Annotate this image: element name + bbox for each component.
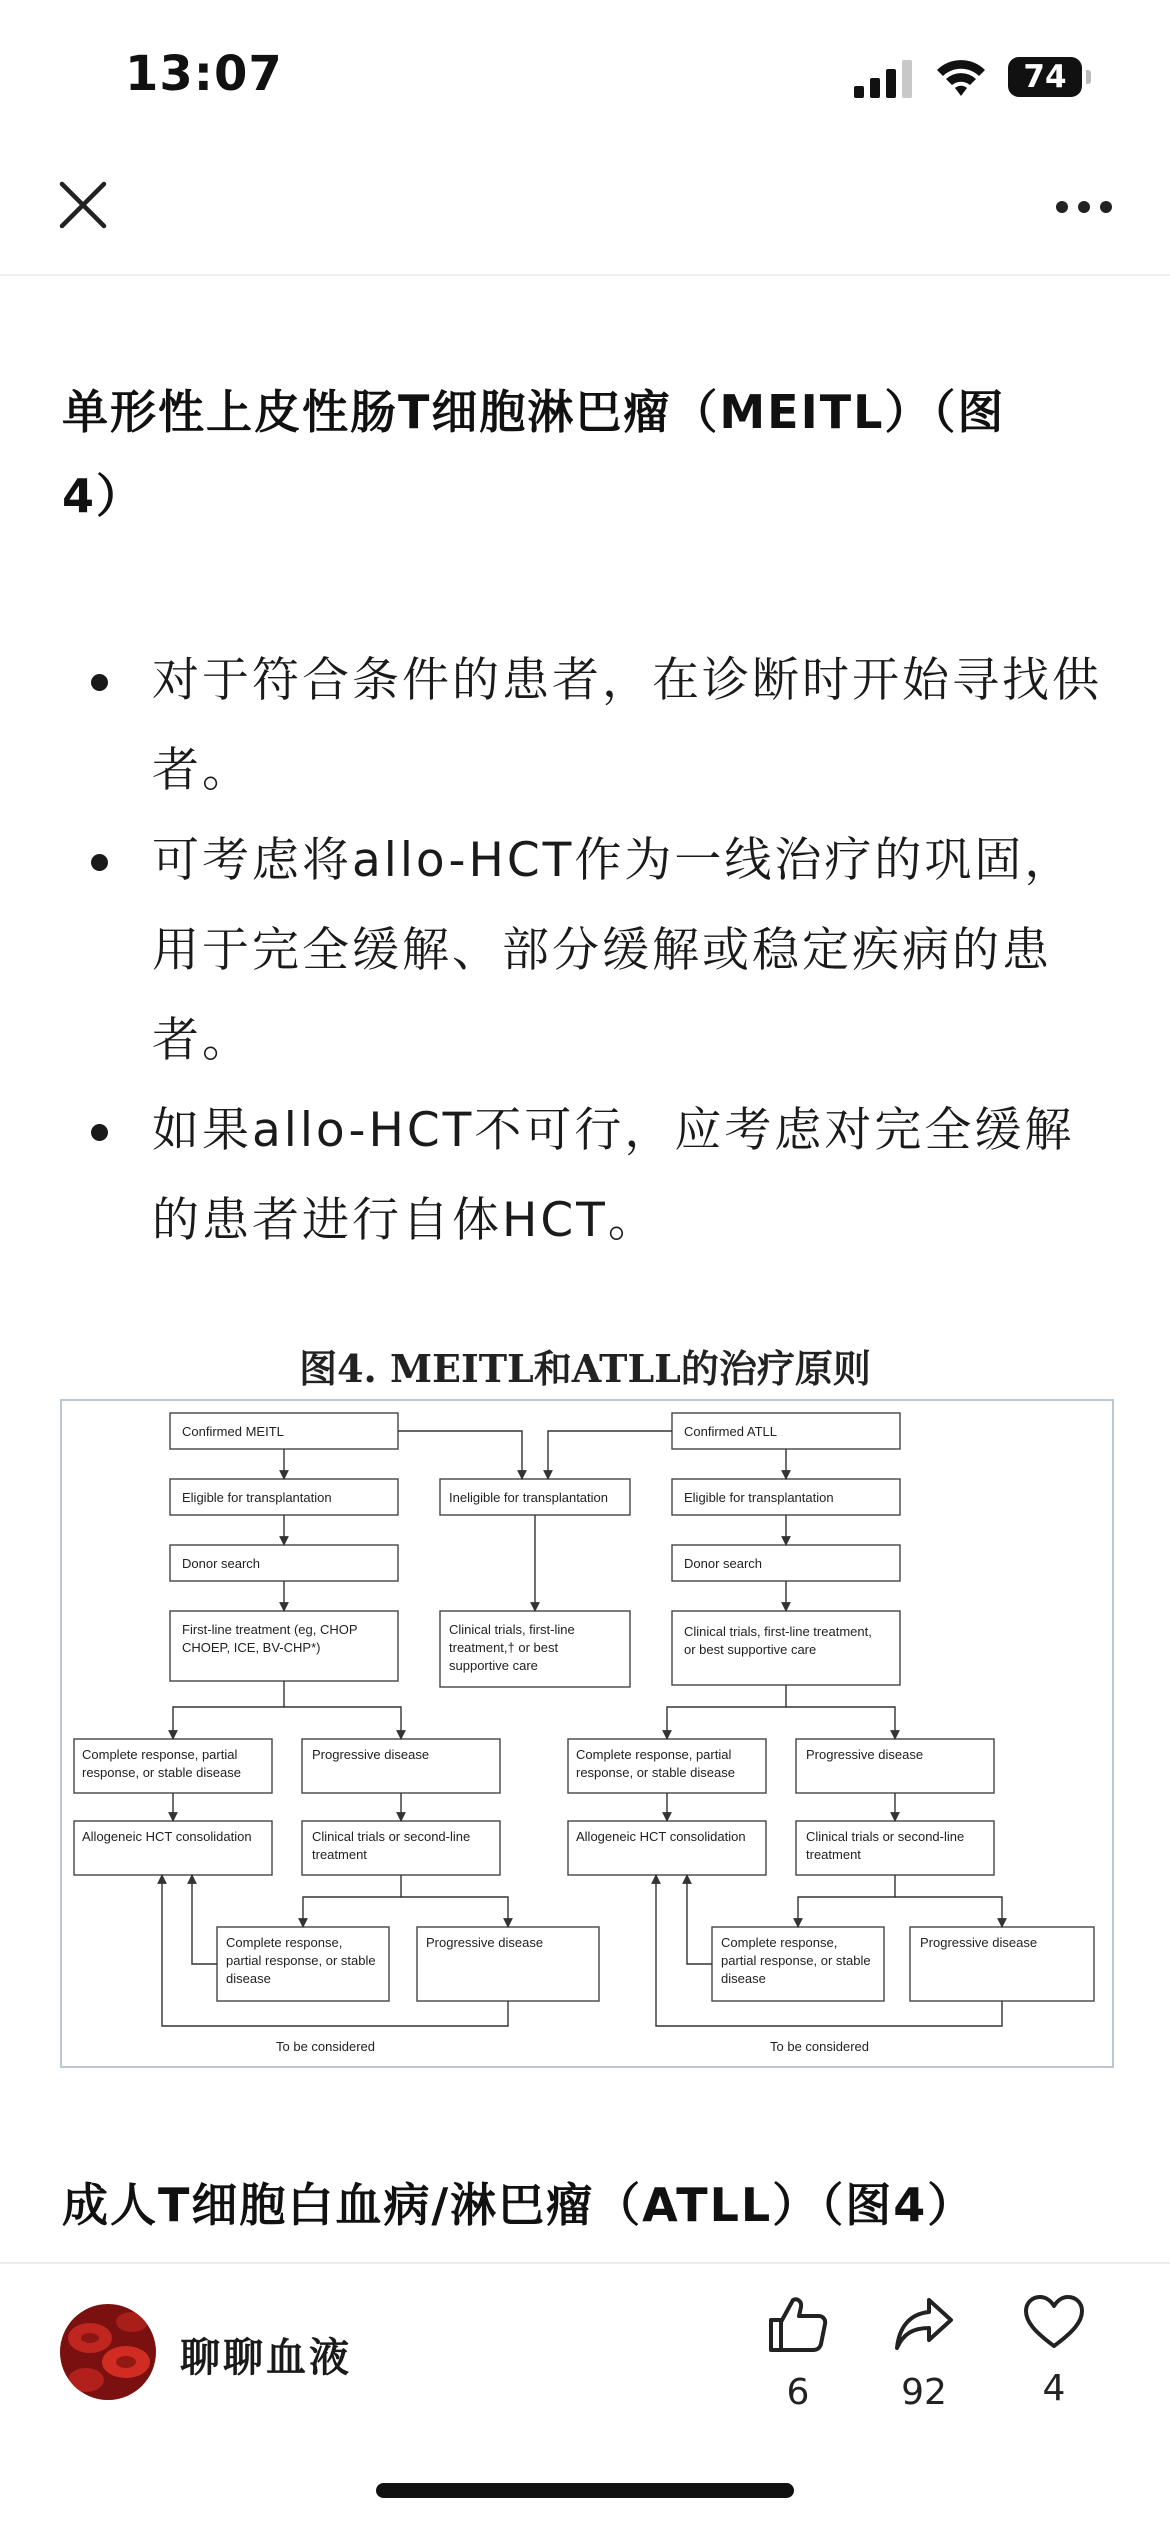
like-button[interactable]: [738, 2294, 858, 2424]
label-to-be-considered-meitl: To be considered: [276, 2039, 376, 2054]
home-indicator[interactable]: [376, 2483, 794, 2498]
share-icon: [893, 2294, 955, 2354]
battery-indicator: [1008, 57, 1090, 97]
list-item: [0, 1086, 1107, 1266]
label-secondline-atll-2: treatment: [806, 1847, 861, 1862]
label-to-be-considered-atll: To be considered: [770, 2039, 870, 2054]
label-secondline-meitl-2: treatment: [312, 1847, 367, 1862]
label-progressive-atll: Progressive disease: [806, 1747, 924, 1762]
more-icon[interactable]: [1055, 200, 1113, 214]
heart-icon: [1023, 2294, 1085, 2350]
flowchart-svg: [62, 1401, 1112, 2066]
label-complete-response-2-atll-1: Complete response,: [721, 1935, 838, 1950]
author-name[interactable]: 聊聊血液: [180, 2335, 352, 2381]
list-item: [0, 636, 1107, 816]
label-complete-response-atll-1: Complete response, partial: [576, 1747, 732, 1762]
thumbs-up-icon: [767, 2294, 829, 2354]
label-donor-atll: Donor search: [684, 1556, 763, 1571]
nav-bar: [0, 150, 1170, 276]
bullet-dot: [91, 854, 108, 871]
list-item-text: 如果allo-HCT不可行，应考虑对完全缓解的患者进行自体HCT。: [152, 1103, 1075, 1248]
treatment-flowchart: [60, 1399, 1114, 2068]
recommendation-list: [0, 636, 1170, 1266]
label-complete-response-2-atll-2: partial response, or stable: [721, 1953, 871, 1968]
status-bar: [0, 0, 1170, 150]
label-confirmed-meitl: Confirmed MEITL: [182, 1424, 284, 1439]
label-trials-ineligible-3: supportive care: [449, 1658, 538, 1673]
label-donor-meitl: Donor search: [182, 1556, 261, 1571]
label-trials-atll-2: or best supportive care: [684, 1642, 817, 1657]
label-progressive-2-meitl: Progressive disease: [426, 1935, 544, 1950]
label-trials-ineligible-2: treatment,† or best: [449, 1640, 559, 1655]
section-heading-atll: 成人T细胞白血病/淋巴瘤（ATLL）（图4）: [62, 2178, 976, 2232]
label-complete-response-meitl-2: response, or stable disease: [82, 1765, 241, 1780]
list-item-text: 对于符合条件的患者，在诊断时开始寻找供者。: [152, 653, 1102, 798]
label-firstline-meitl-1: First-line treatment (eg, CHOP: [182, 1622, 358, 1637]
label-complete-response-2-meitl-1: Complete response,: [226, 1935, 343, 1950]
figure-title: 图4. MEITL和ATLL的治疗原则: [299, 1346, 871, 1391]
label-allogeneic-meitl: Allogeneic HCT consolidation: [82, 1829, 252, 1844]
bullet-dot: [91, 674, 108, 691]
signal-icon: [854, 60, 916, 98]
label-complete-response-atll-2: response, or stable disease: [576, 1765, 735, 1780]
share-count: 92: [901, 2372, 947, 2413]
label-complete-response-2-meitl-2: partial response, or stable: [226, 1953, 376, 1968]
favorite-button[interactable]: [994, 2294, 1114, 2424]
list-item: [0, 816, 1107, 1086]
label-complete-response-2-meitl-3: disease: [226, 1971, 271, 1986]
label-eligible-meitl: Eligible for transplantation: [182, 1490, 332, 1505]
wifi-icon: [935, 56, 987, 98]
avatar-image: [60, 2304, 156, 2400]
heading-line-1: 单形性上皮性肠T细胞淋巴瘤（MEITL）（图: [62, 385, 1006, 439]
label-complete-response-meitl-1: Complete response, partial: [82, 1747, 238, 1762]
favorite-count: 4: [1042, 2368, 1066, 2409]
battery-level: 74: [1023, 59, 1067, 95]
list-item-text: 可考虑将allo-HCT作为一线治疗的巩固，用于完全缓解、部分缓解或稳定疾病的患者。: [152, 833, 1075, 1068]
label-eligible-atll: Eligible for transplantation: [684, 1490, 834, 1505]
battery-cap: [1086, 70, 1091, 84]
heading-line-2: 4）: [62, 469, 145, 523]
bottom-toolbar: [0, 2262, 1170, 2532]
like-count: 6: [786, 2372, 810, 2413]
section-heading-meitl: [62, 370, 1112, 538]
share-button[interactable]: [864, 2294, 984, 2424]
label-complete-response-2-atll-3: disease: [721, 1971, 766, 1986]
label-secondline-meitl-1: Clinical trials or second-line: [312, 1829, 471, 1844]
label-confirmed-atll: Confirmed ATLL: [684, 1424, 777, 1439]
label-ineligible: Ineligible for transplantation: [449, 1490, 608, 1505]
label-firstline-meitl-2: CHOEP, ICE, BV-CHP*): [182, 1640, 321, 1655]
label-trials-ineligible-1: Clinical trials, first-line: [449, 1622, 575, 1637]
label-progressive-meitl: Progressive disease: [312, 1747, 430, 1762]
status-time: 13:07: [125, 46, 283, 102]
close-icon[interactable]: [58, 180, 108, 230]
label-progressive-2-atll: Progressive disease: [920, 1935, 1038, 1950]
avatar[interactable]: [60, 2304, 156, 2400]
label-secondline-atll-1: Clinical trials or second-line: [806, 1829, 965, 1844]
bullet-dot: [91, 1124, 108, 1141]
label-trials-atll-1: Clinical trials, first-line treatment,: [684, 1624, 872, 1639]
label-allogeneic-atll: Allogeneic HCT consolidation: [576, 1829, 746, 1844]
